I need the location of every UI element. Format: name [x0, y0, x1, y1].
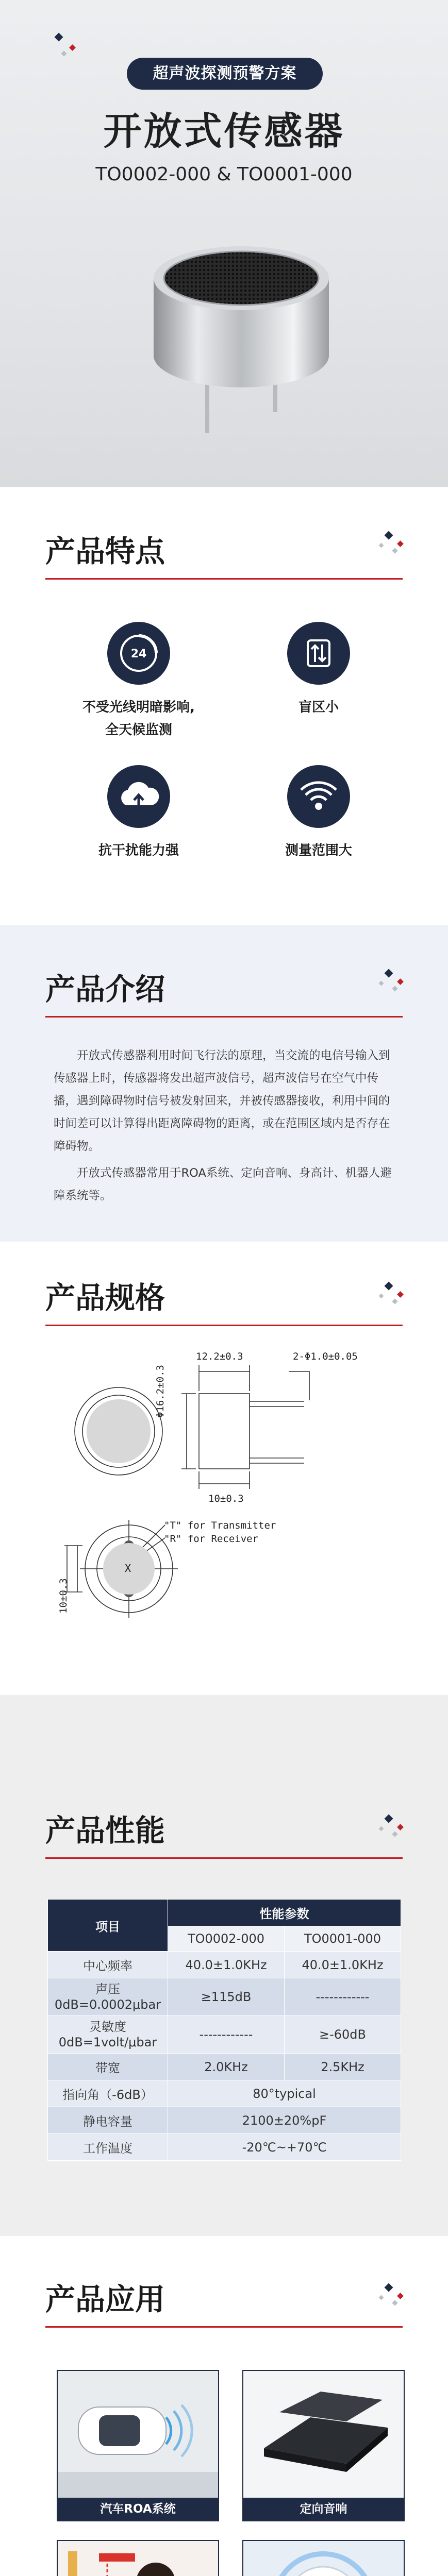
- row-label: 中心频率: [48, 1952, 168, 1978]
- cell-value: ≥115dB: [168, 1978, 285, 2016]
- row-label: 工作温度: [48, 2134, 168, 2161]
- dim-pitch-label: 10±0.3: [58, 1578, 69, 1614]
- title-underline: [45, 2326, 403, 2328]
- performance-section: [0, 1695, 448, 2236]
- car-sensor-image: [58, 2371, 218, 2498]
- table-row: [48, 2080, 401, 2107]
- dim-height-label: 10±0.3: [208, 1493, 244, 1504]
- cell-value: 2100±20%pF: [168, 2107, 401, 2134]
- feature-label: 全天候监测: [105, 722, 172, 738]
- title-underline: [45, 1016, 403, 1018]
- title-underline: [45, 1325, 403, 1326]
- table-row: [48, 1978, 401, 2016]
- specs-section: [0, 1242, 448, 1695]
- row-label: 带宽: [48, 2054, 168, 2080]
- application-card: [57, 2370, 219, 2521]
- app-title: 产品应用: [45, 2282, 165, 2317]
- height-meter-image: [58, 2541, 218, 2576]
- col-header-model-a: TO0002-000: [168, 1926, 285, 1952]
- speaker-device-image: [243, 2371, 404, 2498]
- application-card: [242, 2370, 405, 2521]
- col-header-model-b: TO0001-000: [285, 1926, 401, 1952]
- receiver-label: "R" for Receiver: [164, 1533, 259, 1545]
- cell-value: 2.5KHz: [285, 2054, 401, 2080]
- cell-value: -20℃~+70℃: [168, 2134, 401, 2161]
- features-title: 产品特点: [45, 534, 165, 569]
- row-label: 灵敏度 0dB=1volt/μbar: [48, 2016, 168, 2054]
- cloud-upload-icon: [107, 765, 170, 828]
- feature-label: 不受光线明暗影响,: [82, 700, 195, 715]
- arrows-up-down-icon: [287, 622, 350, 685]
- intro-section: [0, 925, 448, 1242]
- intro-paragraph: 开放式传感器利用时间飞行法的原理，当交流的电信号输入到传感器上时，传感器将发出超声波信号，超声波信号在空气中传播，遇到障碍物时信号被发射回来，并被传感器接收，利用中间的时间差可以计算得出距离障碍物的距离，或在范围区域内是否存在障碍物。: [54, 1049, 390, 1153]
- intro-paragraph: 开放式传感器常用于ROA系统、定向音响、身高计、机器人避障系统等。: [54, 1166, 392, 1202]
- performance-table: [47, 1899, 401, 2161]
- svg-text:24: 24: [130, 648, 147, 660]
- card-caption: 定向音响: [243, 2498, 404, 2520]
- row-label: 指向角（-6dB）: [48, 2080, 168, 2107]
- col-header-params: 性能参数: [168, 1900, 401, 1926]
- dim-pins-label: 2-Φ1.0±0.05: [293, 1351, 358, 1362]
- clock-24h-icon: [107, 622, 170, 685]
- dim-diameter-label: Φ16.2±0.3: [155, 1365, 166, 1418]
- feature-item: [77, 765, 201, 862]
- table-row: [48, 2016, 401, 2054]
- cell-value: ------------: [285, 1978, 401, 2016]
- card-caption: 汽车ROA系统: [58, 2498, 218, 2520]
- row-label: 静电容量: [48, 2107, 168, 2134]
- dim-width-label: 12.2±0.3: [196, 1351, 243, 1362]
- features-section: [0, 487, 448, 925]
- sensor-product-image: [0, 0, 448, 487]
- cell-value: 80°typical: [168, 2080, 401, 2107]
- feature-item: [257, 765, 380, 862]
- cell-value: 40.0±1.0KHz: [168, 1952, 285, 1978]
- cell-value: 40.0±1.0KHz: [285, 1952, 401, 1978]
- specs-title: 产品规格: [45, 1280, 165, 1315]
- cell-value: 2.0KHz: [168, 2054, 285, 2080]
- solution-badge: 超声波探测预警方案: [127, 58, 323, 90]
- feature-item: [77, 622, 201, 741]
- title-underline: [45, 1857, 403, 1859]
- table-row: [48, 2134, 401, 2161]
- cell-value: ------------: [168, 2016, 285, 2054]
- feature-label: 盲区小: [298, 700, 339, 715]
- hero-banner: [0, 0, 448, 487]
- feature-label: 抗干扰能力强: [98, 843, 179, 858]
- intro-body: [54, 1044, 399, 1211]
- signal-waves-icon: [287, 765, 350, 828]
- table-row: [48, 1952, 401, 1978]
- robot-vacuum-image: [243, 2541, 404, 2576]
- dimension-drawing: [0, 1334, 448, 1695]
- product-models: TO0002-000 & TO0001-000: [95, 164, 353, 185]
- cell-value: ≥-60dB: [285, 2016, 401, 2054]
- transmitter-label: "T" for Transmitter: [164, 1520, 276, 1531]
- center-mark: X: [125, 1562, 131, 1574]
- intro-title: 产品介绍: [45, 972, 165, 1007]
- table-row: [48, 2054, 401, 2080]
- col-header-item: 项目: [48, 1900, 168, 1952]
- table-row: [48, 2107, 401, 2134]
- application-card: [242, 2540, 405, 2576]
- feature-item: [257, 622, 380, 719]
- product-title: 开放式传感器: [103, 109, 345, 154]
- feature-label: 测量范围大: [285, 843, 352, 858]
- application-card: [57, 2540, 219, 2576]
- title-underline: [45, 578, 403, 580]
- application-section: [0, 2236, 448, 2576]
- row-label: 声压 0dB=0.0002μbar: [48, 1978, 168, 2016]
- perf-title: 产品性能: [45, 1813, 165, 1848]
